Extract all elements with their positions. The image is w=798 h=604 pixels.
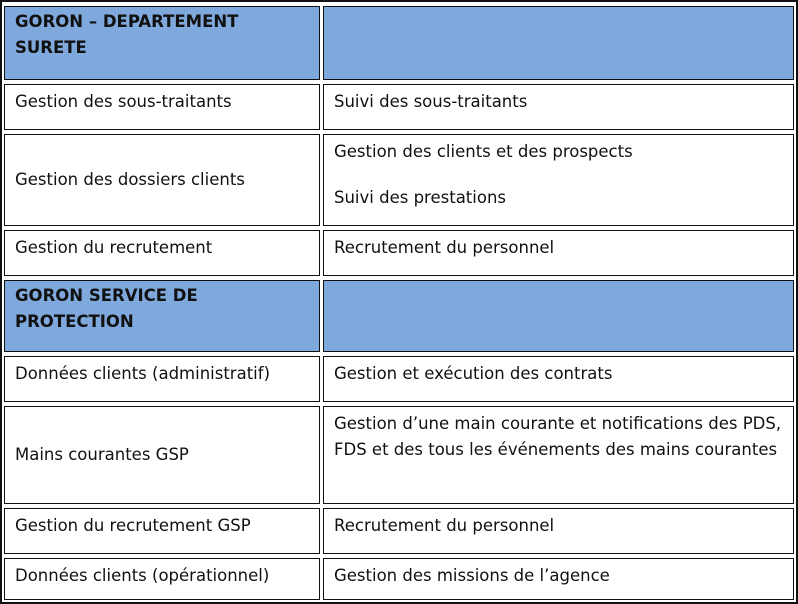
table-row xyxy=(2,404,796,506)
row-left-text: Gestion des sous-traitants xyxy=(15,92,232,111)
section-title: GORON SERVICE DE PROTECTION xyxy=(4,280,320,352)
table-row xyxy=(2,506,796,556)
section-title-right xyxy=(323,6,794,80)
row-left-text: Données clients (opérationnel) xyxy=(15,566,270,585)
row-left-text: Données clients (administratif) xyxy=(15,364,271,383)
row-right-text: Gestion des clients et des prospects xyxy=(334,142,633,161)
row-left-text: Gestion du recrutement xyxy=(15,238,213,257)
row-right-text: Gestion et exécution des contrats xyxy=(334,364,613,383)
row-right-cell xyxy=(323,508,794,554)
row-right-text: Suivi des prestations xyxy=(334,188,507,207)
row-left-text: Gestion des dossiers clients xyxy=(15,170,245,189)
section-header-row xyxy=(2,4,796,82)
row-left-text: Mains courantes GSP xyxy=(15,445,189,464)
row-left-cell xyxy=(4,84,320,130)
row-right-text: Recrutement du personnel xyxy=(334,516,555,535)
row-right-cell xyxy=(323,558,794,600)
table-row xyxy=(2,228,796,278)
row-left-text: Gestion du recrutement GSP xyxy=(15,516,251,535)
row-right-text: Suivi des sous-traitants xyxy=(334,92,528,111)
row-right-cell xyxy=(323,230,794,276)
row-left-cell xyxy=(4,558,320,600)
row-right-text: Recrutement du personnel xyxy=(334,238,555,257)
row-right-text: Gestion d’une main courante et notifications des PDS, FDS et des tous les événements des mains courantes xyxy=(334,414,782,459)
table-row xyxy=(2,82,796,132)
row-left-cell xyxy=(4,134,320,226)
row-right-cell xyxy=(323,134,794,226)
row-left-cell xyxy=(4,356,320,402)
row-right-cell xyxy=(323,406,794,504)
row-left-cell xyxy=(4,508,320,554)
section-title: GORON – DEPARTEMENT SURETE xyxy=(4,6,320,80)
section-title-right xyxy=(323,280,794,352)
row-right-cell xyxy=(323,356,794,402)
table-row xyxy=(2,354,796,404)
row-left-cell xyxy=(4,230,320,276)
table-row xyxy=(2,132,796,228)
row-left-cell xyxy=(4,406,320,504)
row-right-cell xyxy=(323,84,794,130)
row-right-text: Gestion des missions de l’agence xyxy=(334,566,610,585)
table-row xyxy=(2,556,796,602)
section-header-row xyxy=(2,278,796,354)
